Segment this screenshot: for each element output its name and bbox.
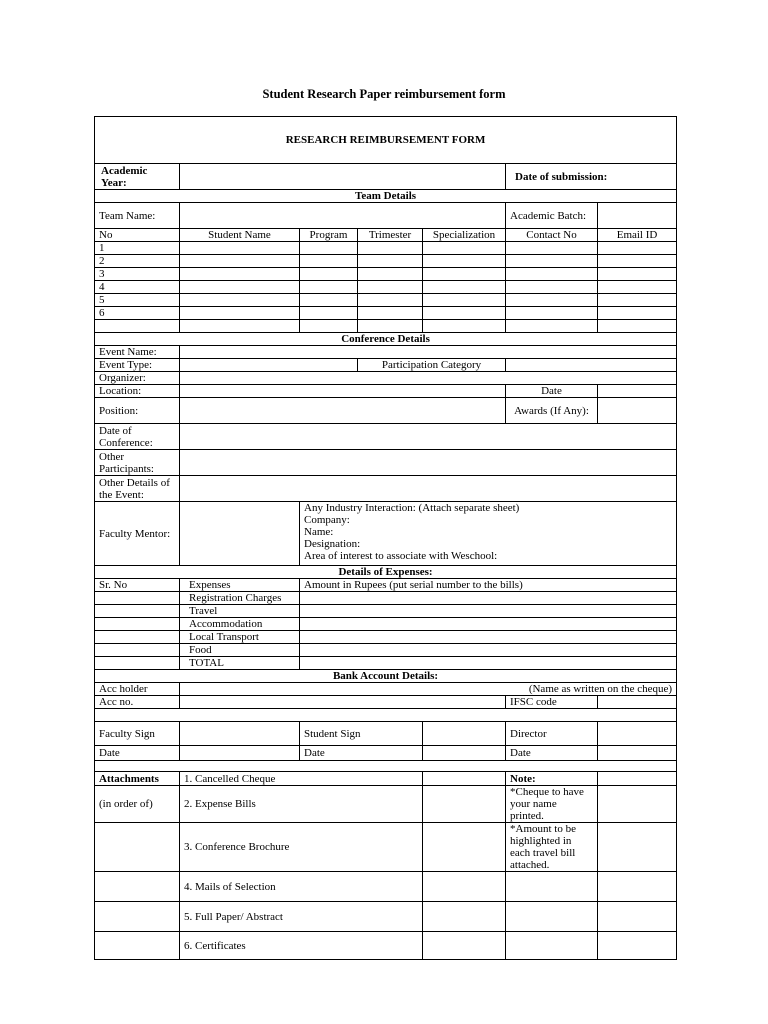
empty-cell bbox=[95, 872, 180, 902]
empty-cell bbox=[598, 902, 677, 932]
row-number: 6 bbox=[95, 307, 180, 320]
empty-cell bbox=[506, 932, 598, 960]
other-participants-label: Other Participants: bbox=[95, 450, 180, 476]
attachment-check[interactable] bbox=[423, 823, 506, 872]
table-row bbox=[95, 281, 677, 294]
cell[interactable] bbox=[300, 242, 358, 255]
table-row bbox=[95, 307, 677, 320]
note-extra-cell bbox=[598, 823, 677, 872]
column-header-program: Program bbox=[300, 229, 358, 242]
expense-item: Accommodation bbox=[180, 618, 300, 631]
cell[interactable] bbox=[598, 255, 677, 268]
row-number: 5 bbox=[95, 294, 180, 307]
cell[interactable] bbox=[180, 320, 300, 333]
note-extra-cell bbox=[598, 772, 677, 786]
cell[interactable] bbox=[598, 242, 677, 255]
cell[interactable] bbox=[300, 320, 358, 333]
academic-batch-label: Academic Batch: bbox=[506, 203, 598, 229]
acc-holder-label: Acc holder bbox=[95, 683, 180, 696]
name-label: Name: bbox=[304, 526, 334, 538]
spacer-row bbox=[95, 761, 677, 772]
company-label: Company: bbox=[304, 514, 350, 526]
attachment-item: 2. Expense Bills bbox=[180, 786, 423, 823]
table-row bbox=[95, 268, 677, 281]
participation-category-label: Participation Category bbox=[358, 359, 506, 372]
director-date-label: Date bbox=[506, 746, 598, 761]
sr-no-cell[interactable] bbox=[95, 644, 180, 657]
team-details-heading: Team Details bbox=[95, 190, 677, 203]
other-participants-field[interactable] bbox=[180, 450, 677, 476]
attachment-item: 1. Cancelled Cheque bbox=[180, 772, 423, 786]
cell[interactable] bbox=[358, 268, 423, 281]
sr-no-cell[interactable] bbox=[95, 605, 180, 618]
team-name-label: Team Name: bbox=[95, 203, 180, 229]
column-header-student-name: Student Name bbox=[180, 229, 300, 242]
cell[interactable] bbox=[423, 320, 506, 333]
director-label: Director bbox=[506, 722, 598, 746]
cell[interactable] bbox=[506, 294, 598, 307]
column-header-trimester: Trimester bbox=[358, 229, 423, 242]
industry-interaction-line: Any Industry Interaction: (Attach separate sheet) bbox=[304, 502, 520, 514]
organizer-field[interactable] bbox=[180, 372, 677, 385]
sr-no-cell[interactable] bbox=[95, 657, 180, 670]
cell[interactable] bbox=[506, 268, 598, 281]
total-amount-cell[interactable] bbox=[300, 657, 677, 670]
note-extra-cell bbox=[598, 786, 677, 823]
date-of-conference-field[interactable] bbox=[180, 424, 677, 450]
amount-cell[interactable] bbox=[300, 592, 677, 605]
student-sign-label: Student Sign bbox=[300, 722, 423, 746]
student-date-label: Date bbox=[300, 746, 423, 761]
list-item bbox=[95, 631, 677, 644]
amount-cell[interactable] bbox=[300, 605, 677, 618]
cell[interactable] bbox=[358, 242, 423, 255]
amount-cell[interactable] bbox=[300, 618, 677, 631]
bank-details-heading: Bank Account Details: bbox=[95, 670, 677, 683]
event-name-label: Event Name: bbox=[95, 346, 180, 359]
other-details-field[interactable] bbox=[180, 476, 677, 502]
position-field[interactable] bbox=[180, 398, 506, 424]
list-item bbox=[95, 592, 677, 605]
director-sign-field[interactable] bbox=[598, 722, 677, 746]
table-row bbox=[95, 255, 677, 268]
faculty-date-label: Date bbox=[95, 746, 180, 761]
cell[interactable] bbox=[358, 320, 423, 333]
cell[interactable] bbox=[423, 281, 506, 294]
date-of-conference-label: Date of Conference: bbox=[95, 424, 180, 450]
attachment-check[interactable] bbox=[423, 872, 506, 902]
awards-label: Awards (If Any): bbox=[506, 398, 598, 424]
cell[interactable] bbox=[358, 307, 423, 320]
attachment-item: 5. Full Paper/ Abstract bbox=[180, 902, 423, 932]
table-row bbox=[95, 242, 677, 255]
attachment-check[interactable] bbox=[423, 772, 506, 786]
student-sign-field[interactable] bbox=[423, 722, 506, 746]
cell[interactable] bbox=[180, 281, 300, 294]
conference-details-heading: Conference Details bbox=[95, 333, 677, 346]
cell[interactable] bbox=[506, 307, 598, 320]
cell[interactable] bbox=[598, 268, 677, 281]
empty-cell bbox=[95, 902, 180, 932]
cell[interactable] bbox=[180, 255, 300, 268]
location-field[interactable] bbox=[180, 385, 506, 398]
cell[interactable] bbox=[506, 242, 598, 255]
column-header-specialization: Specialization bbox=[423, 229, 506, 242]
cell[interactable] bbox=[598, 294, 677, 307]
expense-item: Registration Charges bbox=[180, 592, 300, 605]
other-details-label: Other Details of the Event: bbox=[95, 476, 180, 502]
participation-category-field[interactable] bbox=[506, 359, 677, 372]
table-row bbox=[95, 320, 677, 333]
name-note: (Name as written on the cheque) bbox=[528, 683, 673, 695]
amount-cell[interactable] bbox=[300, 644, 677, 657]
row-number: 2 bbox=[95, 255, 180, 268]
date-field[interactable] bbox=[598, 385, 677, 398]
acc-no-label: Acc no. bbox=[95, 696, 180, 709]
cell[interactable] bbox=[598, 307, 677, 320]
cell[interactable] bbox=[506, 320, 598, 333]
cell[interactable] bbox=[300, 255, 358, 268]
event-type-field[interactable] bbox=[180, 359, 358, 372]
faculty-sign-field[interactable] bbox=[180, 722, 300, 746]
attachment-check[interactable] bbox=[423, 786, 506, 823]
cell[interactable] bbox=[300, 294, 358, 307]
acc-holder-field[interactable] bbox=[180, 683, 677, 696]
expense-item: Travel bbox=[180, 605, 300, 618]
document-title: Student Research Paper reimbursement form bbox=[262, 87, 506, 101]
sr-no-label: Sr. No bbox=[95, 579, 180, 592]
expenses-heading: Details of Expenses: bbox=[95, 566, 677, 579]
position-label: Position: bbox=[95, 398, 180, 424]
cell[interactable] bbox=[598, 320, 677, 333]
list-item bbox=[95, 657, 677, 670]
ifsc-label: IFSC code bbox=[506, 696, 598, 709]
cell[interactable] bbox=[180, 242, 300, 255]
attachment-item: 4. Mails of Selection bbox=[180, 872, 423, 902]
cell[interactable] bbox=[180, 268, 300, 281]
cell[interactable] bbox=[300, 307, 358, 320]
note-label: Note: bbox=[506, 772, 598, 786]
cell[interactable] bbox=[423, 294, 506, 307]
event-name-field[interactable] bbox=[180, 346, 677, 359]
column-header-email-id: Email ID bbox=[598, 229, 677, 242]
location-label: Location: bbox=[95, 385, 180, 398]
cell[interactable] bbox=[423, 242, 506, 255]
table-row bbox=[95, 294, 677, 307]
director-date-field[interactable] bbox=[598, 746, 677, 761]
column-header-no: No bbox=[95, 229, 180, 242]
sr-no-cell[interactable] bbox=[95, 631, 180, 644]
form-title: RESEARCH REIMBURSEMENT FORM bbox=[95, 117, 677, 164]
cell[interactable] bbox=[423, 268, 506, 281]
list-item bbox=[95, 644, 677, 657]
column-header-contact-no: Contact No bbox=[506, 229, 598, 242]
empty-cell bbox=[95, 823, 180, 872]
cell[interactable] bbox=[506, 281, 598, 294]
expense-total-label: TOTAL bbox=[180, 657, 300, 670]
cell[interactable] bbox=[423, 255, 506, 268]
note-text: *Cheque to have your name printed. bbox=[506, 786, 598, 823]
ifsc-field[interactable] bbox=[598, 696, 677, 709]
empty-cell bbox=[598, 932, 677, 960]
reimbursement-form bbox=[94, 116, 677, 960]
expense-item: Food bbox=[180, 644, 300, 657]
academic-batch-field[interactable] bbox=[598, 203, 677, 229]
cell[interactable] bbox=[506, 255, 598, 268]
industry-interaction-block[interactable] bbox=[300, 502, 677, 566]
row-number: 3 bbox=[95, 268, 180, 281]
empty-cell bbox=[598, 872, 677, 902]
designation-label: Designation: bbox=[304, 538, 361, 550]
cell[interactable] bbox=[598, 281, 677, 294]
cell[interactable] bbox=[95, 320, 180, 333]
attachments-order-label: (in order of) bbox=[95, 786, 180, 823]
empty-cell bbox=[506, 902, 598, 932]
event-type-label: Event Type: bbox=[95, 359, 180, 372]
faculty-mentor-label: Faculty Mentor: bbox=[95, 502, 180, 566]
note-text: *Amount to be highlighted in each travel bill attached. bbox=[506, 823, 598, 872]
cell[interactable] bbox=[180, 294, 300, 307]
awards-field[interactable] bbox=[598, 398, 677, 424]
academic-year-field[interactable] bbox=[180, 164, 506, 190]
area-of-interest-label: Area of interest to associate with Weschool: bbox=[304, 550, 498, 562]
list-item bbox=[95, 605, 677, 618]
cell[interactable] bbox=[180, 307, 300, 320]
faculty-mentor-field[interactable] bbox=[180, 502, 300, 566]
faculty-date-field[interactable] bbox=[180, 746, 300, 761]
attachment-item: 3. Conference Brochure bbox=[180, 823, 423, 872]
date-label: Date bbox=[506, 385, 598, 398]
cell[interactable] bbox=[358, 255, 423, 268]
acc-no-field[interactable] bbox=[180, 696, 506, 709]
expense-item: Local Transport bbox=[180, 631, 300, 644]
expenses-label: Expenses bbox=[180, 579, 300, 592]
team-table-header bbox=[95, 229, 677, 242]
academic-year-label: Academic Year: bbox=[95, 164, 180, 190]
sr-no-cell[interactable] bbox=[95, 592, 180, 605]
attachments-label: Attachments bbox=[95, 772, 180, 786]
date-of-submission-label: Date of submission: bbox=[506, 164, 677, 190]
student-date-field[interactable] bbox=[423, 746, 506, 761]
attachment-check[interactable] bbox=[423, 902, 506, 932]
attachment-check[interactable] bbox=[423, 932, 506, 960]
row-number: 1 bbox=[95, 242, 180, 255]
cell[interactable] bbox=[358, 294, 423, 307]
attachment-item: 6. Certificates bbox=[180, 932, 423, 960]
amount-cell[interactable] bbox=[300, 631, 677, 644]
organizer-label: Organizer: bbox=[95, 372, 180, 385]
team-name-field[interactable] bbox=[180, 203, 506, 229]
cell[interactable] bbox=[300, 281, 358, 294]
row-number: 4 bbox=[95, 281, 180, 294]
sr-no-cell[interactable] bbox=[95, 618, 180, 631]
cell[interactable] bbox=[358, 281, 423, 294]
spacer-row bbox=[95, 709, 677, 722]
empty-cell bbox=[506, 872, 598, 902]
amount-label: Amount in Rupees (put serial number to the bills) bbox=[300, 579, 677, 592]
cell[interactable] bbox=[300, 268, 358, 281]
cell[interactable] bbox=[423, 307, 506, 320]
list-item bbox=[95, 618, 677, 631]
empty-cell bbox=[95, 932, 180, 960]
faculty-sign-label: Faculty Sign bbox=[95, 722, 180, 746]
